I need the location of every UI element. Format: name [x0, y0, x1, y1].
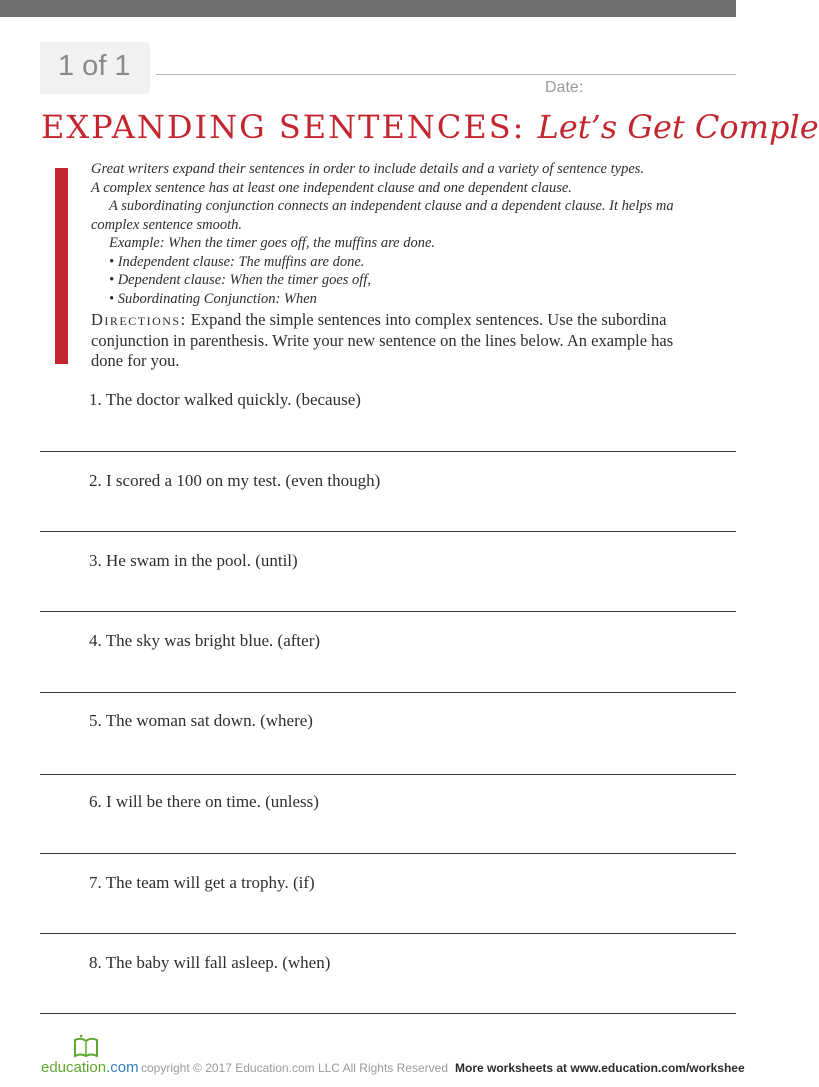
answer-line-3[interactable] — [40, 611, 736, 612]
directions-line: conjunction in parenthesis. Write your new sentence on the lines below. An example has — [91, 330, 674, 350]
answer-line-1[interactable] — [40, 451, 736, 452]
question-8: 8. The baby will fall asleep. (when) — [89, 953, 331, 972]
education-logo-icon — [71, 1034, 101, 1058]
intro-example: Example: When the timer goes off, the muffins are done. — [109, 235, 436, 251]
question-1: 1. The doctor walked quickly. (because) — [89, 390, 361, 409]
directions-line: done for you. — [91, 351, 180, 370]
question-4: 4. The sky was bright blue. (after) — [89, 631, 321, 650]
answer-line-7[interactable] — [40, 933, 736, 934]
more-worksheets-link[interactable]: More worksheets at www.education.com/workshee — [455, 1061, 745, 1075]
answer-line-4[interactable] — [40, 692, 736, 693]
date-label: Date: — [545, 79, 584, 96]
question-5: 5. The woman sat down. (where) — [89, 711, 313, 730]
accent-bar — [55, 168, 68, 364]
intro-bullet: • Dependent clause: When the timer goes off, — [109, 272, 371, 288]
intro-line: A complex sentence has at least one independent clause and one dependent clause. — [91, 179, 572, 196]
intro-block — [91, 160, 674, 308]
question-3: 3. He swam in the pool. (until) — [89, 551, 298, 570]
worksheet-title — [41, 108, 819, 146]
directions-block — [91, 310, 673, 372]
question-7: 7. The team will get a trophy. (if) — [89, 873, 315, 892]
title-subtitle: Let’s Get Comple — [537, 108, 819, 146]
answer-line-6[interactable] — [40, 853, 736, 854]
education-logo[interactable] — [41, 1059, 139, 1076]
answer-line-8[interactable] — [40, 1013, 736, 1014]
intro-bullet: • Subordinating Conjunction: When — [109, 290, 317, 307]
answer-line-2[interactable] — [40, 531, 736, 532]
title-main: EXPANDING SENTENCES: — [41, 108, 526, 146]
question-6: 6. I will be there on time. (unless) — [89, 792, 319, 811]
header-rule — [156, 74, 736, 75]
logo-suffix-text: .com — [106, 1059, 139, 1076]
page-indicator-text: 1 of 1 — [58, 50, 131, 82]
copyright-text: copyright © 2017 Education.com LLC All Rights Reserved — [141, 1061, 449, 1075]
directions-label: Directions: — [91, 310, 187, 329]
page-indicator — [40, 42, 150, 94]
intro-line: complex sentence smooth. — [91, 216, 242, 233]
logo-main-text: education — [41, 1059, 107, 1076]
intro-bullet: • Independent clause: The muffins are done. — [109, 253, 365, 270]
intro-line: Great writers expand their sentences in order to include details and a variety of sentence types. — [91, 161, 645, 177]
directions-line — [91, 310, 673, 331]
viewer-top-bar — [0, 0, 736, 17]
intro-line: A subordinating conjunction connects an independent clause and a dependent clause. It helps ma — [109, 198, 674, 214]
question-2: 2. I scored a 100 on my test. (even though) — [89, 471, 381, 490]
answer-line-5[interactable] — [40, 774, 736, 775]
directions-text: Expand the simple sentences into complex sentences. Use the subordina — [186, 310, 667, 329]
footer — [41, 1034, 745, 1087]
